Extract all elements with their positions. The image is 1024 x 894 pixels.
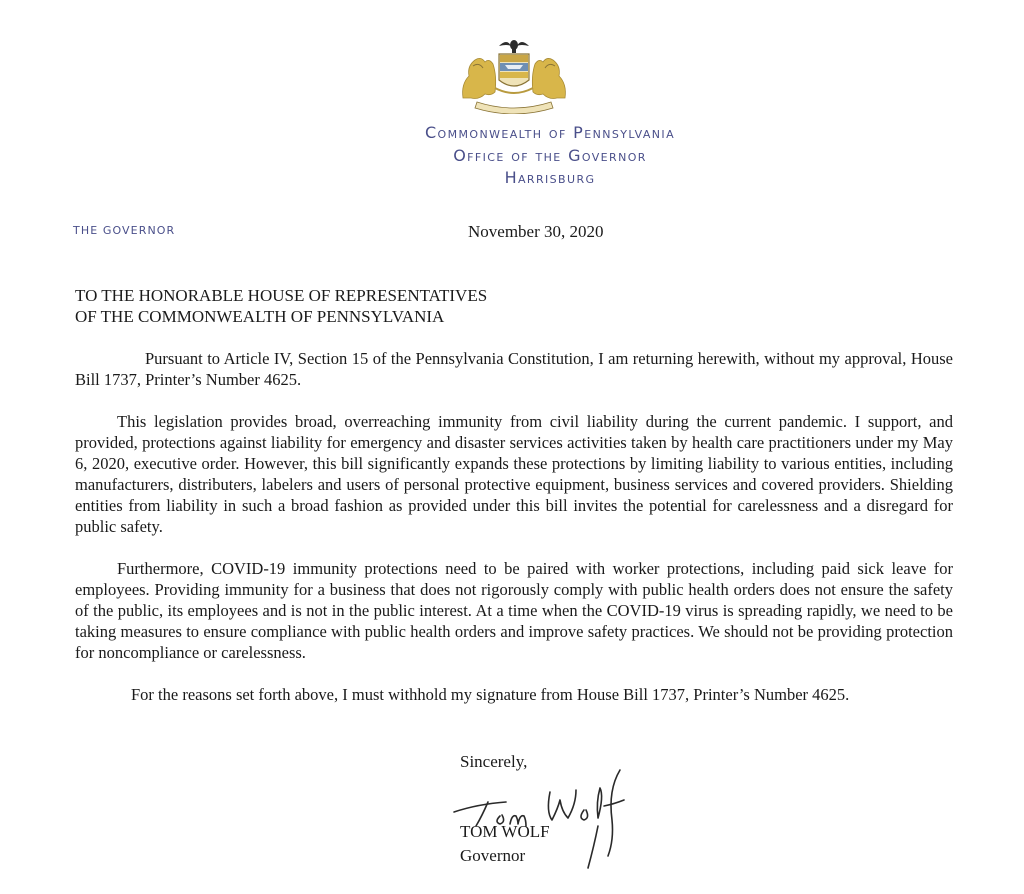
closing: Sincerely,	[460, 752, 528, 771]
signer-name: TOM WOLF	[460, 822, 550, 841]
sender-label: THE GOVERNOR	[73, 224, 176, 237]
addressee-line-1: TO THE HONORABLE HOUSE OF REPRESENTATIVES	[75, 286, 488, 305]
addressee	[75, 285, 487, 327]
paragraph: Pursuant to Article IV, Section 15 of the Pennsylvania Constitution, I am returning herewith, without my approval, House Bill 1737, Printer’s Number 4625.	[75, 349, 953, 389]
letterhead-line-commonwealth: Commonwealth of Pennsylvania	[424, 123, 676, 142]
addressee-line-2: OF THE COMMONWEALTH OF PENNSYLVANIA	[75, 307, 445, 326]
paragraph: For the reasons set forth above, I must withhold my signature from House Bill 1737, Printer’s Number 4625.	[131, 685, 850, 704]
pennsylvania-seal-icon	[455, 36, 573, 114]
paragraph: Furthermore, COVID-19 immunity protections need to be paired with worker protections, including paid sick leave for employees. Providing immunity for a business that does not rigorously comply with public health orders does not ensure the safety of the public, its employees and is not in the public interest. At a time when the COVID-19 virus is spreading rapidly, we need to be taking measures to ensure compliance with public health orders and improve safety practices. We should not be providing protection for noncompliance or carelessness.	[75, 559, 953, 662]
letter-body	[75, 348, 953, 726]
letterhead-line-office: Office of the Governor	[453, 145, 647, 165]
signer-title: Governor	[460, 846, 526, 865]
letter-date: November 30, 2020	[468, 222, 604, 241]
paragraph: This legislation provides broad, overreaching immunity from civil liability during the current pandemic. I support, and provided, protections against liability for emergency and disaster services activities taken by health care practitioners under my May 6, 2020, executive order. However, this bill significantly expands these protections by limiting liability to various entities, including manufacturers, distributers, labelers and users of personal protective equipment, business services and covered providers. Shielding entities from liability in such a broad fashion as provided under this bill invites the potential for carelessness and a disregard for public safety.	[75, 412, 953, 536]
letterhead	[300, 122, 800, 190]
letterhead-line-city: Harrisburg	[504, 168, 596, 187]
